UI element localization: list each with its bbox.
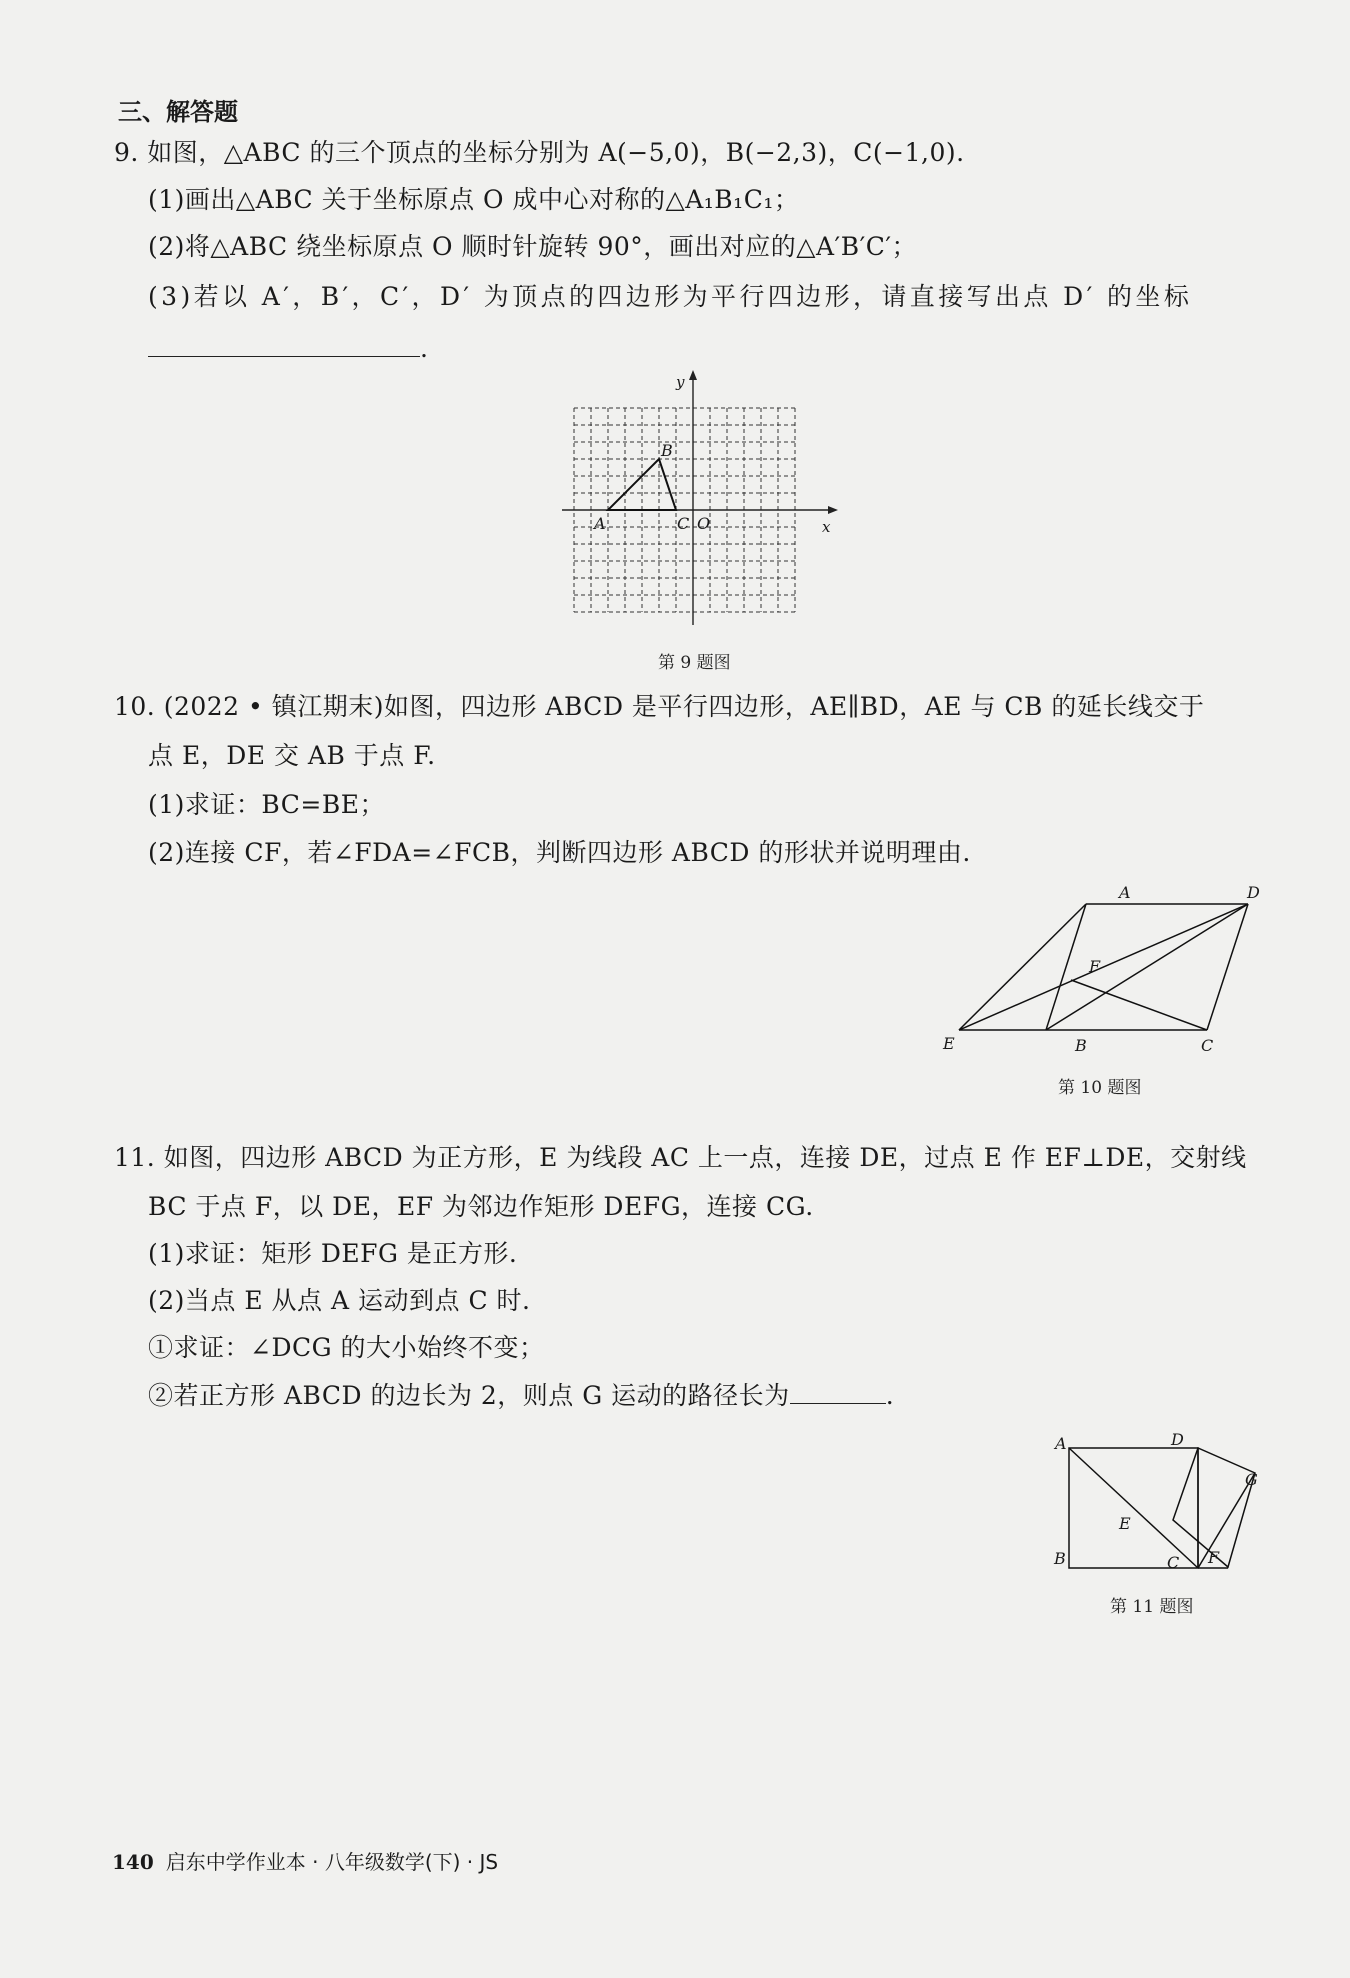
x-axis-arrow [828, 506, 838, 514]
q10-caption: 第 10 题图 [1058, 1078, 1142, 1098]
point-label-d: D [1171, 1430, 1184, 1449]
q9-part2: (2)将△ABC 绕坐标原点 O 顺时针旋转 90°，画出对应的△A′B′C′； [148, 232, 918, 261]
q9-answer-line [148, 332, 428, 366]
segment-ed [959, 904, 1248, 1030]
q11-square-figure [1045, 1425, 1275, 1575]
q10-parallelogram-figure [935, 880, 1275, 1055]
point-label-a: A [1119, 883, 1131, 902]
point-label-f: F [1089, 957, 1101, 976]
point-label-d: D [1247, 883, 1260, 902]
point-label-c: C [1201, 1036, 1214, 1055]
point-label-o: O [697, 514, 711, 533]
point-label-b: B [1075, 1036, 1087, 1055]
q10-stem-line2: 点 E，DE 交 AB 于点 F. [148, 741, 436, 770]
point-label-c: C [677, 514, 690, 533]
point-label-c: C [1167, 1553, 1180, 1572]
point-label-a: A [1055, 1434, 1067, 1453]
q9-stem: 9. 如图，△ABC 的三个顶点的坐标分别为 A(−5,0)，B(−2,3)，C(−1,0). [114, 138, 965, 167]
q11-part1: (1)求证：矩形 DEFG 是正方形. [148, 1239, 518, 1268]
point-label-b: B [1054, 1549, 1066, 1568]
page-footer [112, 1846, 498, 1875]
point-label-e: E [943, 1034, 955, 1053]
answer-blank[interactable] [790, 1381, 886, 1404]
point-label-a: A [594, 514, 606, 533]
point-label-e: E [1119, 1514, 1131, 1533]
q10-part1: (1)求证：BC=BE； [148, 790, 385, 819]
q10-part2: (2)连接 CF，若∠FDA=∠FCB，判断四边形 ABCD 的形状并说明理由. [148, 838, 971, 867]
q9-caption: 第 9 题图 [658, 653, 731, 673]
page-number: 140 [112, 1850, 154, 1874]
diagonal-ac [1069, 1448, 1198, 1568]
segment-fc [1071, 980, 1207, 1030]
q9-part3: (3)若以 A′，B′，C′，D′ 为顶点的四边形为平行四边形，请直接写出点 D′ 的坐标 [148, 282, 1193, 311]
section-title: 三、解答题 [118, 98, 238, 126]
q9-coordinate-figure [560, 365, 850, 630]
q11-sub1: ①求证：∠DCG 的大小始终不变； [148, 1333, 545, 1362]
y-axis-label: y [676, 373, 685, 391]
x-axis-label: x [822, 518, 831, 536]
answer-period: . [420, 334, 429, 363]
segment-dc [1207, 904, 1248, 1030]
q11-caption: 第 11 题图 [1110, 1597, 1194, 1617]
segment-bd [1046, 904, 1248, 1030]
answer-period: . [885, 1381, 895, 1410]
q10-stem-line1: 10. (2022 • 镇江期末)如图，四边形 ABCD 是平行四边形，AE∥BD，AE 与 CB 的延长线交于 [114, 692, 1205, 721]
q11-stem-line2: BC 于点 F，以 DE，EF 为邻边作矩形 DEFG，连接 CG. [148, 1192, 814, 1221]
q11-sub2-text: ②若正方形 ABCD 的边长为 2，则点 G 运动的路径长为 [148, 1381, 790, 1410]
answer-blank[interactable] [148, 334, 420, 357]
book-title: 启东中学作业本 · 八年级数学(下) · JS [165, 1850, 499, 1874]
point-label-b: B [661, 441, 673, 460]
segment-ea [959, 904, 1086, 1030]
y-axis-arrow [689, 370, 697, 380]
q11-part2: (2)当点 E 从点 A 运动到点 C 时. [148, 1286, 531, 1315]
q11-stem-line1: 11. 如图，四边形 ABCD 为正方形，E 为线段 AC 上一点，连接 DE，过点 E 作 EF⊥DE，交射线 [114, 1143, 1247, 1172]
q11-sub2-line [148, 1379, 894, 1413]
point-label-g: G [1245, 1470, 1258, 1489]
point-label-f: F [1208, 1548, 1220, 1567]
q9-part1: (1)画出△ABC 关于坐标原点 O 成中心对称的△A₁B₁C₁； [148, 185, 800, 214]
